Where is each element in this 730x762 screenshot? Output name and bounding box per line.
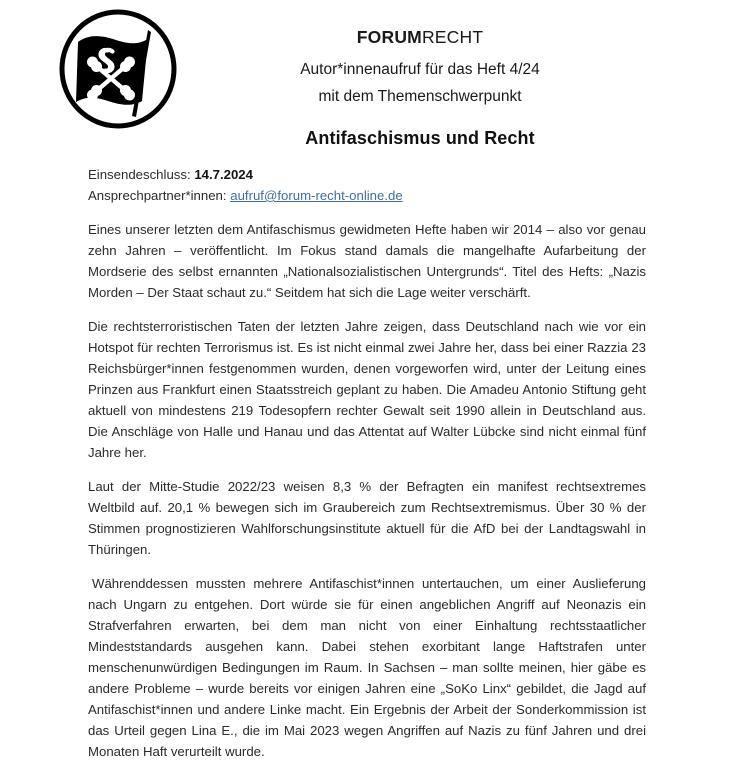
brand-wordmark — [190, 28, 650, 47]
header-text-block — [190, 28, 650, 112]
black-flag-paragraph-bones-circle-icon — [56, 9, 180, 129]
deadline-value: 14.7.2024 — [194, 167, 253, 182]
paragraph-3: Laut der Mitte-Studie 2022/23 weisen 8,3 % der Befragten ein manifest rechtsextremes Weltbild auf. 20,1 % bewegen sich im Graubereich zum Rechtsextremismus. Über 30 % der Stimmen prognostizieren Wahlforschungsinstitute aktuell für die AfD bei der Landtagswahl in Thüringen. — [88, 479, 646, 557]
paragraph-2: Die rechtsterroristischen Taten der letzten Jahre zeigen, dass Deutschland nach wie vor ein Hotspot für rechten Terrorismus ist. Es ist nicht einmal zwei Jahre her, dass bei einer Razzia 23 Reichsbürger*innen festgenommen wurden, denen vorgeworfen wird, unter der Leitung eines Prinzen aus Frankfurt einen Staatsstreich geplant zu haben. Die Amadeu Antonio Stiftung geht aktuell von mindestens 219 Todesopfern rechter Gewalt seit 1990 allein in Deutschland aus. Die Anschläge von Halle und Hanau und das Attentat auf Walter Lübcke sind nicht einmal fünf Jahre her. — [88, 319, 646, 460]
document-header — [0, 0, 730, 160]
forum-recht-logo — [56, 9, 180, 129]
brand-light-part: RECHT — [421, 27, 484, 47]
document-body — [88, 164, 646, 762]
paragraph-1: Eines unserer letzten dem Antifaschismus gewidmeten Hefte haben wir 2014 – also vor genau zehn Jahren – veröffentlicht. Im Fokus stand damals die mangelhafte Aufarbeitung der Mordserie des selbst ernannten „Nationalsozialistischen Untergrunds“. Titel des Hefts: „Nazis Morden – Der Staat schaut zu.“ Seitdem hat sich die Lage weiter verschärft. — [88, 222, 646, 300]
contact-line — [88, 185, 646, 206]
topic-focus-line: mit dem Themenschwerpunkt — [318, 87, 522, 105]
paragraph-4: Währenddessen mussten mehrere Antifaschist*innen untertauchen, um einer Auslieferung nach Ungarn zu entgehen. Dort würde sie für einen angeblichen Angriff auf Neonazis ein Strafverfahren erwarten, bei dem man nicht von einer Einhaltung rechtsstaatlicher Mindeststandards ausgehen kann. Dabei stehen exorbitant lange Haftstrafen unter menschenunwürdigen Bedingungen im Raum. In Sachsen – man sollte meinen, hier gäbe es andere Probleme – wurde bereits vor einigen Jahren eine „SoKo Linx“ gebildet, die Jagd auf Antifaschist*innen und andere Linke macht. Ein Ergebnis der Arbeit der Sonderkommission ist das Urteil gegen Lina E., die im Mai 2023 wegen Angriffen auf Nazis zu fünf Jahren und drei Monaten Haft verurteilt wurde. — [88, 576, 646, 759]
deadline-label: Einsendeschluss: — [88, 167, 191, 182]
contact-label: Ansprechpartner*innen: — [88, 188, 227, 203]
call-for-papers-line: Autor*innenaufruf für das Heft 4/24 — [300, 61, 540, 79]
brand-bold-part: FORUM — [356, 27, 422, 47]
contact-email-link[interactable]: aufruf@forum-recht-online.de — [230, 188, 403, 203]
meta-block — [88, 164, 646, 206]
deadline-line — [88, 164, 646, 185]
page-title: Antifaschismus und Recht — [305, 128, 535, 148]
